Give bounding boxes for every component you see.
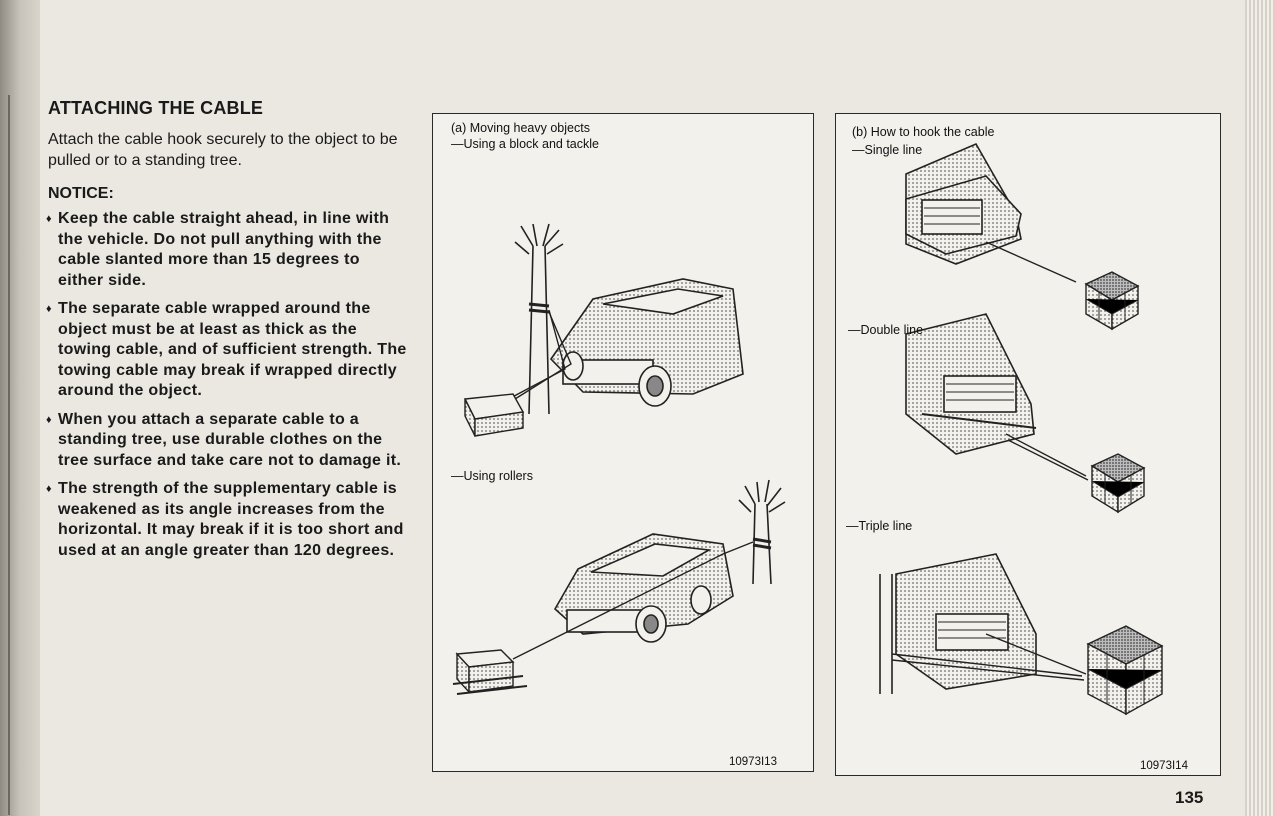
load-box [453, 650, 527, 694]
vehicle-front-icon [906, 314, 1036, 454]
load-box [465, 394, 523, 436]
suv-icon [551, 279, 743, 406]
cable-line [1006, 434, 1088, 480]
intro-paragraph: Attach the cable hook securely to the object to be pulled or to a standing tree. [48, 131, 398, 169]
figure-caption: —Double line [848, 323, 924, 337]
show-through-text [50, 610, 410, 780]
page-number: 135 [1175, 788, 1204, 807]
figure-number: 10973I14 [1140, 760, 1188, 772]
cable-line [986, 242, 1076, 282]
moving-objects-illustration [433, 114, 813, 771]
figure-caption: —Single line [852, 143, 923, 157]
tree-icon [739, 480, 785, 584]
book-spine [0, 0, 44, 816]
left-text-column [48, 98, 408, 569]
load-box [1092, 454, 1144, 512]
notice-list [48, 209, 408, 561]
tree-icon [880, 574, 892, 694]
section-title: ATTACHING THE CABLE [48, 98, 264, 118]
notice-item: ♦ The strength of the supplementary cable is weakened as its angle increases from the horizontal. It may break if it is too short and used at an angle greater than 120 degrees. [48, 479, 408, 561]
figure-caption: —Triple line [846, 519, 913, 533]
figure-caption: —Using a block and tackle [451, 137, 599, 151]
figure-moving-heavy-objects [432, 113, 814, 772]
figure-caption: —Using rollers [451, 469, 533, 483]
vehicle-front-icon [906, 144, 1021, 264]
load-box [1086, 272, 1138, 329]
figure-caption: (a) Moving heavy objects [451, 121, 590, 135]
hook-cable-illustration [836, 114, 1220, 775]
notice-item: ♦ When you attach a separate cable to a standing tree, use durable clothes on the tree surface and take care not to damage it. [48, 410, 408, 472]
notice-item: ♦ The separate cable wrapped around the object must be at least as thick as the towing cable, and of sufficient strength. The towing cable may break if wrapped directly around the object. [48, 299, 408, 402]
figure-caption: (b) How to hook the cable [852, 125, 995, 139]
figure-number: 10973I13 [729, 756, 777, 768]
load-box [1088, 626, 1162, 714]
tree-icon [515, 224, 563, 414]
figure-how-to-hook-cable [835, 113, 1221, 776]
notice-item: ♦ Keep the cable straight ahead, in line with the vehicle. Do not pull anything with the cable slanted more than 15 degrees to either side. [48, 209, 408, 291]
notice-heading: NOTICE: [48, 185, 114, 202]
page-edges [1245, 0, 1275, 816]
car-icon [555, 534, 733, 642]
